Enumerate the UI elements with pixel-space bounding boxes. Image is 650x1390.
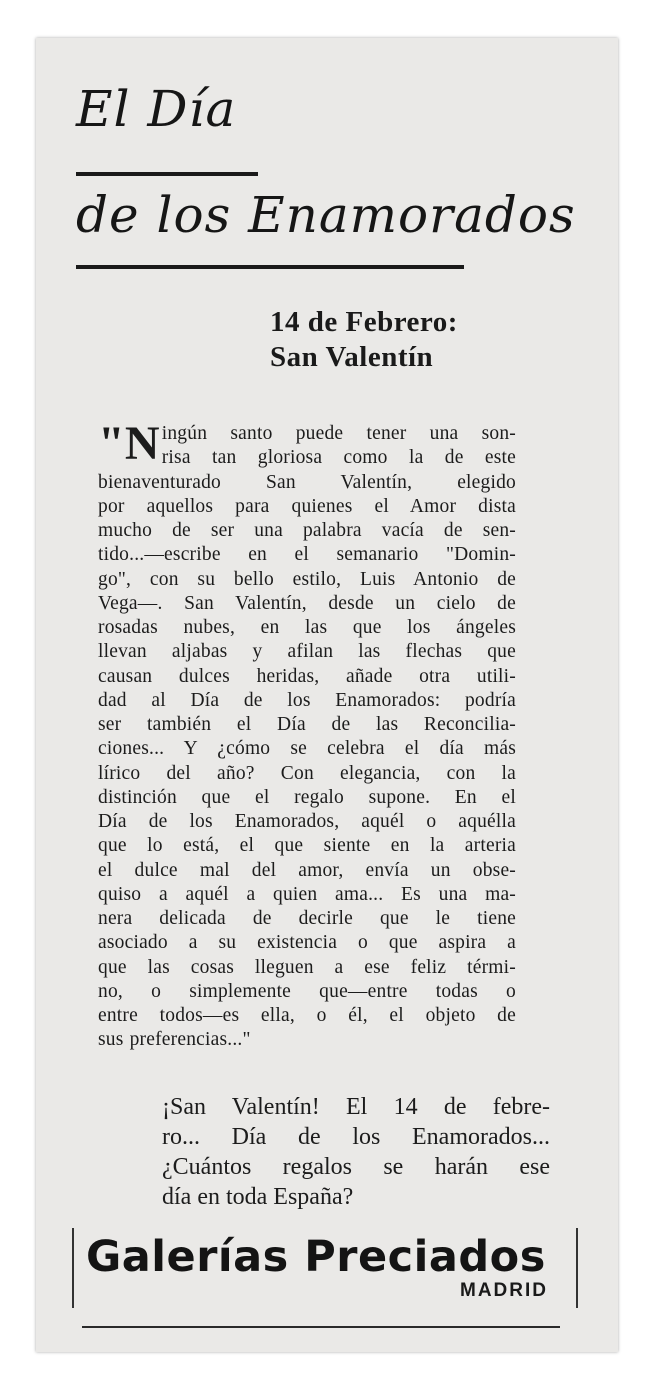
opening-quote: " xyxy=(98,417,125,470)
advertiser-name: Galerías Preciados xyxy=(86,1232,546,1282)
tagline-line: ¡San Valentín! El 14 de febre- xyxy=(162,1094,550,1120)
tagline-line: ¿Cuántos regalos se harán ese xyxy=(162,1154,550,1180)
body-line: sus preferencias..." xyxy=(98,1029,251,1051)
tagline-line: ro... Día de los Enamorados... xyxy=(162,1124,550,1150)
advertiser-block xyxy=(72,1228,580,1336)
body-line: go", con su bello estilo, Luis Antonio de xyxy=(98,568,516,590)
body-line: ciones... Y ¿cómo se celebra el día más xyxy=(98,738,516,760)
body-line: ser también el Día de las Reconcilia- xyxy=(98,714,516,735)
body-line: entre todos—es ella, o él, el objeto de xyxy=(98,1005,516,1026)
body-line: ingún santo puede tener una son- xyxy=(161,423,516,444)
body-line: llevan aljabas y afilan las flechas que xyxy=(98,641,516,663)
headline-line-1: El Día xyxy=(76,80,237,138)
tagline xyxy=(162,1092,550,1212)
body-line: quiso a aquél a quien ama... Es una ma- xyxy=(98,883,516,905)
body-line: el dulce mal del amor, envía un obse- xyxy=(98,859,516,881)
drop-cap xyxy=(98,417,160,470)
body-line: por aquellos para quienes el Amor dista xyxy=(98,495,516,517)
headline-line-2: de los Enamorados xyxy=(76,186,576,244)
body-line: Vega—. San Valentín, desde un cielo de xyxy=(98,592,516,614)
body-line: Día de los Enamorados, aquél o aquélla xyxy=(98,811,516,832)
drop-cap-letter: N xyxy=(124,417,160,470)
body-line: mucho de ser una palabra vacía de sen- xyxy=(98,520,516,541)
body-line: nera delicada de decirle que le tiene xyxy=(98,908,516,929)
body-line: tido...—escribe en el semanario "Domin- xyxy=(98,544,516,566)
body-line: lírico del año? Con elegancia, con la xyxy=(98,762,516,784)
body-line: asociado a su existencia o que aspira a xyxy=(98,932,516,954)
body-line: causan dulces heridas, añade otra utili- xyxy=(98,665,516,687)
body-line: dad al Día de los Enamorados: podría xyxy=(98,689,516,711)
bottom-rule xyxy=(82,1326,560,1328)
body-line: rosadas nubes, en las que los ángeles xyxy=(98,617,516,638)
headline-underline-1 xyxy=(76,172,258,176)
body-line: no, o simplemente que—entre todas o xyxy=(98,980,516,1002)
subheadline-saint: San Valentín xyxy=(270,341,434,373)
article-body xyxy=(98,417,516,1053)
left-border xyxy=(72,1228,74,1308)
tagline-line: día en toda España? xyxy=(162,1184,354,1210)
body-line: que lo está, el que siente en la arteria xyxy=(98,835,516,857)
advertiser-city: MADRID xyxy=(460,1280,548,1301)
body-line: distinción que el regalo supone. En el xyxy=(98,786,516,808)
headline-underline-2 xyxy=(76,265,464,269)
body-line: risa tan gloriosa como la de este xyxy=(161,447,516,469)
subheadline-date: 14 de Febrero: xyxy=(270,306,458,338)
subheadline xyxy=(270,305,458,375)
right-border xyxy=(576,1228,578,1308)
body-line: bienaventurado San Valentín, elegido xyxy=(98,471,516,493)
body-line: que las cosas lleguen a ese feliz térmi- xyxy=(98,956,516,978)
